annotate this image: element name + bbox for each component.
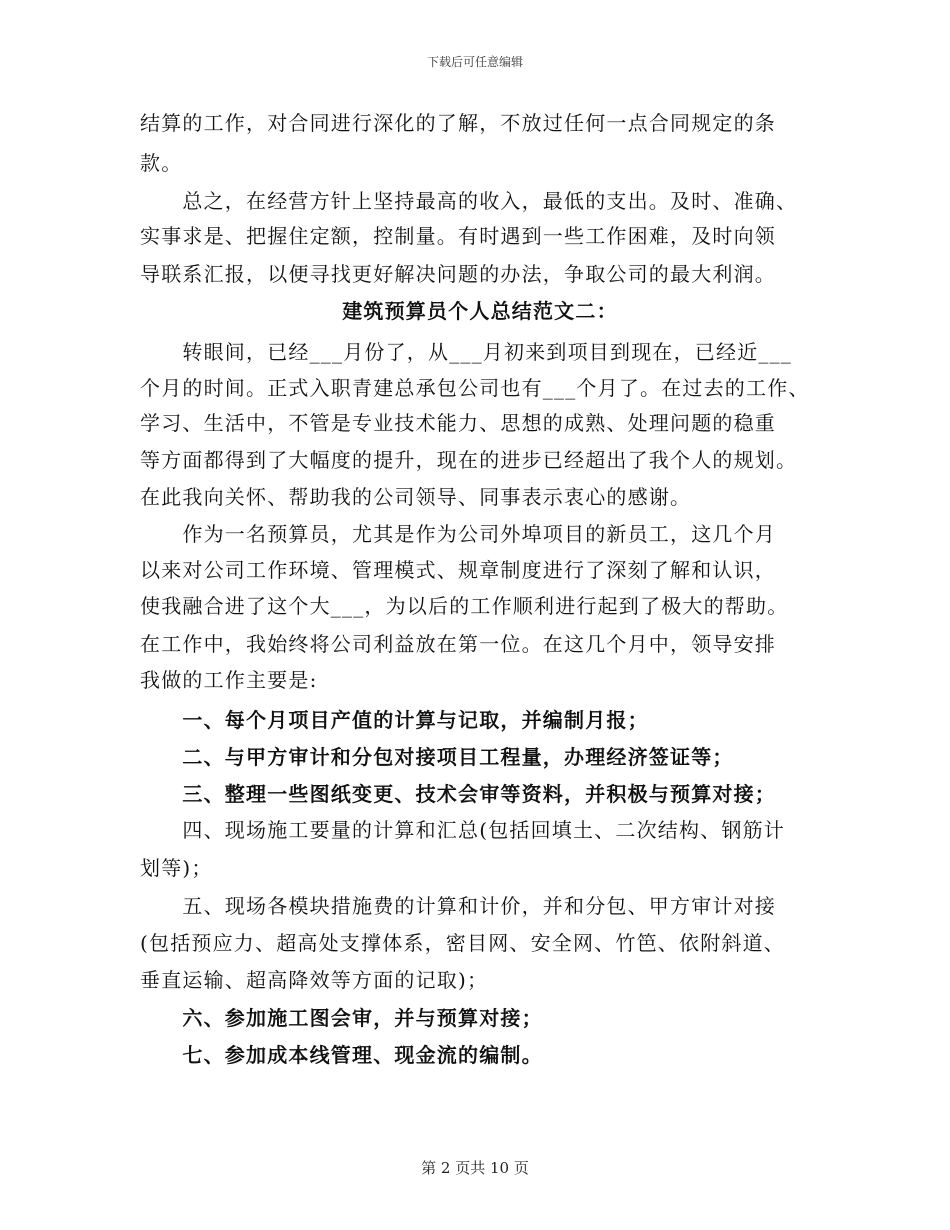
body-line: 个月的时间。正式入职青建总承包公司也有___个月了。在过去的工作、 [140,376,810,400]
body-line: 以来对公司工作环境、管理模式、规章制度进行了深刻了解和认识， [140,558,776,582]
list-item: 一、每个月项目产值的计算与记取，并编制月报； [140,708,649,732]
body-line: 款。 [140,151,183,175]
body-line: 导联系汇报，以便寻找更好解决问题的办法，争取公司的最大利润。 [140,262,776,286]
page-footer: 第 2 页共 10 页 [421,1159,529,1177]
list-item: 七、参加成本线管理、现金流的编制。 [140,1043,543,1067]
body-line: 结算的工作，对合同进行深化的了解，不放过任何一点合同规定的条 [140,111,776,135]
body-line: 学习、生活中，不管是专业技术能力、思想的成熟、处理问题的稳重 [140,411,776,435]
section-title: 建筑预算员个人总结范文二： [342,299,618,323]
list-item: 四、现场施工要量的计算和汇总(包括回填土、二次结构、钢筋计 [140,818,786,842]
page-header: 下载后可任意编辑 [426,55,523,69]
list-item: 二、与甲方审计和分包对接项目工程量，办理经济签证等； [140,745,734,769]
body-line: 我做的工作主要是: [140,668,318,692]
list-item-continuation: 垂直运输、超高降效等方面的记取)； [140,968,489,992]
body-line: 在此我向关怀、帮助我的公司领导、同事表示衷心的感谢。 [140,485,692,509]
list-item: 六、参加施工图会审，并与预算对接； [140,1006,543,1030]
body-line: 实事求是、把握住定额，控制量。有时遇到一些工作困难，及时向领 [140,224,776,248]
body-line: 等方面都得到了大幅度的提升，现在的进步已经超出了我个人的规划。 [140,448,798,472]
body-line: 总之，在经营方针上坚持最高的收入，最低的支出。及时、准确、 [140,189,798,213]
body-line: 使我融合进了这个大___，为以后的工作顺利进行起到了极大的帮助。 [140,594,789,618]
body-line: 转眼间，已经___月份了，从___月初来到项目到现在，已经近___ [140,340,792,364]
body-line: 在工作中，我始终将公司利益放在第一位。在这几个月中，领导安排 [140,632,776,656]
list-item: 五、现场各模块措施费的计算和计价，并和分包、甲方审计对接 [140,894,776,918]
list-item-continuation: (包括预应力、超高处支撑体系，密目网、安全网、竹笆、依附斜道、 [140,931,786,955]
list-item: 三、整理一些图纸变更、技术会审等资料，并积极与预算对接； [140,782,776,806]
list-item-continuation: 划等)； [140,856,213,880]
body-line: 作为一名预算员，尤其是作为公司外埠项目的新员工，这几个月 [140,522,776,546]
